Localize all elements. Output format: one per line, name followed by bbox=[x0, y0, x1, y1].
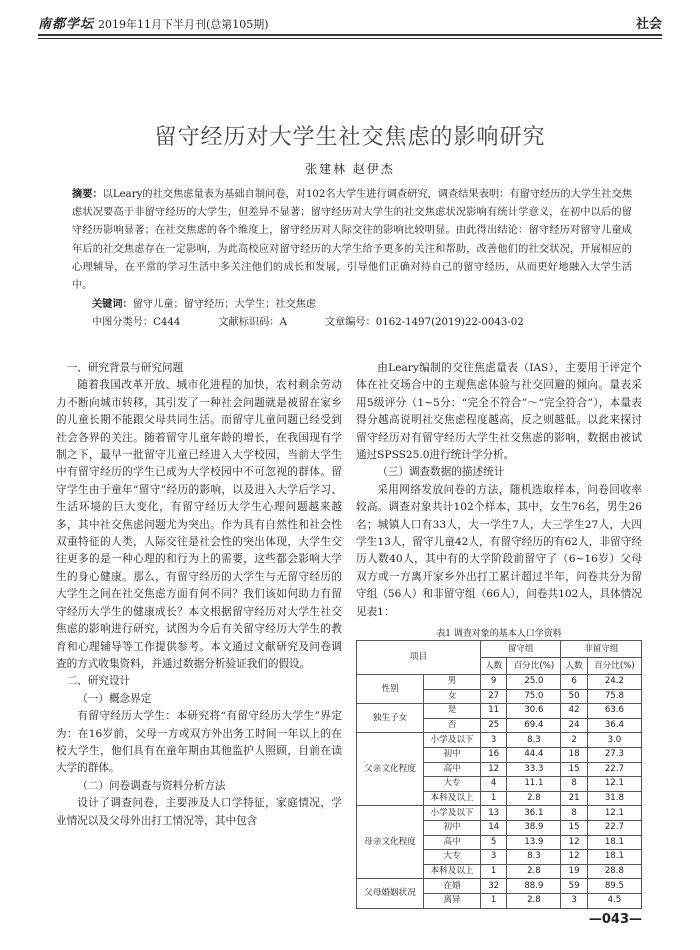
table-cell: 36.4 bbox=[587, 718, 641, 733]
table-cell: 18.1 bbox=[587, 835, 641, 850]
table-cell: 14 bbox=[481, 820, 507, 835]
table-subgroup-cell: 女 bbox=[424, 689, 481, 704]
table-cell: 21 bbox=[561, 791, 587, 806]
table-cell: 11.1 bbox=[507, 777, 561, 792]
table-cell: 59 bbox=[561, 879, 587, 894]
table-cell: 12.1 bbox=[587, 806, 641, 821]
table-cell: 15 bbox=[561, 762, 587, 777]
keywords bbox=[92, 296, 632, 313]
table-cell: 16 bbox=[481, 747, 507, 762]
document-code: 文献标识码：A bbox=[218, 317, 287, 328]
table-subgroup-cell: 大专 bbox=[424, 777, 481, 792]
table-cell: 3 bbox=[561, 893, 587, 908]
table-row bbox=[357, 806, 642, 821]
header-rule bbox=[38, 34, 662, 36]
table-cell: 42 bbox=[561, 704, 587, 719]
table-cell: 63.6 bbox=[587, 704, 641, 719]
table-row bbox=[357, 733, 642, 748]
left-column bbox=[56, 360, 342, 830]
table-cell: 25 bbox=[481, 718, 507, 733]
subsection-heading: （三）调查数据的描述统计 bbox=[377, 466, 505, 479]
table-cell: 38.9 bbox=[507, 820, 561, 835]
table-cell: 2.8 bbox=[507, 791, 561, 806]
table-cell: 19 bbox=[561, 864, 587, 879]
table-cell: 6 bbox=[561, 675, 587, 690]
header-rule-thin bbox=[38, 38, 662, 39]
table-cell: 9 bbox=[481, 675, 507, 690]
table-group-cell: 性别 bbox=[357, 675, 424, 704]
table-subgroup-cell: 初中 bbox=[424, 820, 481, 835]
table-row bbox=[357, 675, 642, 690]
right-column bbox=[356, 360, 642, 621]
abstract-text: 以Leary的社交焦虑量表为基础自制问卷，对102名大学生进行调查研究，调查结果表明：有留守经历的大学生社交焦虑状况要高于非留守经历的大学生，但差异不显著；留守经历对大学生的社交焦虑状况影响有统计学意义，在初中以后的留守经历影响显著；在社交焦虑的各个维度上，留守经历对人际交往的影响比较明显。由此得出结论：留守经历对留守儿童成年后的社交焦虑存在一定影响，为此高校应对留守经历的大学生给予更多的关注和帮助，改善他们的社交状况，开展相应的心理辅导，在平常的学习生活中多关注他们的成长和发展，引导他们正确对待自己的留守经历，从而更好地融入大学生活中。 bbox=[72, 189, 633, 292]
table-subgroup-cell: 本科及以上 bbox=[424, 864, 481, 879]
table-cell: 30.6 bbox=[507, 704, 561, 719]
table-header-pct: 百分比(%) bbox=[587, 658, 641, 675]
table-cell: 3 bbox=[481, 733, 507, 748]
paragraph: 有留守经历大学生：本研究将“有留守经历大学生”界定为：在16岁前，父母一方或双方外出务工时间一年以上的在校大学生，他们具有在童年期由其他监护人照顾，目前在读大学的群体。 bbox=[56, 710, 342, 775]
table-cell: 15 bbox=[561, 820, 587, 835]
table-cell: 12 bbox=[481, 762, 507, 777]
journal-issue: 2019年11月下半月刊(总第105期) bbox=[98, 18, 269, 31]
table-header-item: 项目 bbox=[357, 641, 481, 675]
table-cell: 3 bbox=[481, 850, 507, 865]
table-cell: 75.0 bbox=[507, 689, 561, 704]
journal-brand: 南都学坛 bbox=[38, 17, 95, 32]
table-cell: 8.3 bbox=[507, 733, 561, 748]
keywords-label: 关键词： bbox=[92, 298, 133, 310]
table-group-cell: 独生子女 bbox=[357, 704, 424, 733]
table-cell: 2 bbox=[561, 733, 587, 748]
table-cell: 89.5 bbox=[587, 879, 641, 894]
table-cell: 28.8 bbox=[587, 864, 641, 879]
table-group-cell: 父亲文化程度 bbox=[357, 733, 424, 806]
header-left bbox=[38, 13, 269, 32]
table-cell: 12.1 bbox=[587, 777, 641, 792]
table-cell: 2.8 bbox=[507, 864, 561, 879]
table-subgroup-cell: 小学及以下 bbox=[424, 806, 481, 821]
table-cell: 25.0 bbox=[507, 675, 561, 690]
keywords-text: 留守儿童；留守经历；大学生；社交焦虑 bbox=[132, 299, 317, 310]
table-cell: 8 bbox=[561, 806, 587, 821]
table-cell: 18 bbox=[561, 747, 587, 762]
table-cell: 32 bbox=[481, 879, 507, 894]
table-header-left-group: 留守组 bbox=[481, 641, 561, 658]
table-cell: 18.1 bbox=[587, 850, 641, 865]
table-cell: 12 bbox=[561, 835, 587, 850]
table-cell: 13 bbox=[481, 806, 507, 821]
table-header-right-group: 非留守组 bbox=[561, 641, 642, 658]
table-cell: 88.9 bbox=[507, 879, 561, 894]
table-cell: 1 bbox=[481, 864, 507, 879]
table-cell: 2.8 bbox=[507, 893, 561, 908]
table-cell: 13.9 bbox=[507, 835, 561, 850]
table-cell: 22.7 bbox=[587, 762, 641, 777]
table-group-cell: 母亲文化程度 bbox=[357, 806, 424, 879]
table-subgroup-cell: 男 bbox=[424, 675, 481, 690]
abstract-label: 摘要： bbox=[72, 189, 103, 200]
table-body bbox=[357, 675, 642, 909]
table-row bbox=[357, 704, 642, 719]
table-subgroup-cell: 小学及以下 bbox=[424, 733, 481, 748]
table-cell: 3.0 bbox=[587, 733, 641, 748]
table-cell: 27 bbox=[481, 689, 507, 704]
table-subgroup-cell: 高中 bbox=[424, 835, 481, 850]
table-cell: 36.1 bbox=[507, 806, 561, 821]
table-cell: 5 bbox=[481, 835, 507, 850]
table-caption: 表1 调查对象的基本人口学资料 bbox=[436, 629, 562, 639]
article-authors: 张建林 赵伊杰 bbox=[305, 162, 395, 176]
demographics-table bbox=[356, 640, 642, 909]
paragraph: 随着我国改革开放、城市化进程的加快，农村剩余劳动力不断向城市转移，其引发了一种社会问题就是被留在家乡的儿童长期不能跟父母共同生活。而留守儿童问题已经受到社会各界的关注。随着留守儿童年龄的增长，在我国现有学制之下，最早一批留守儿童已经进入大学校园，当前大学生中有留守经历的学生已成为大学校园中不可忽视的群体。留守学生由于童年“留守”经历的影响，以及进入大学后学习、生活环境的巨大变化，有留守经历大学生心理问题越来越多，其中社交焦虑问题尤为突出。作为具有自然性和社会性双重特征的人类，人际交往是社会性的突出体现，大学生交往更多的是一种心理的和行为上的需要，这些都会影响大学生的身心健康。那么，有留守经历的大学生与无留守经历的大学生之间在社交焦虑方面有何不同？我们该如何助力有留守经历大学生的健康成长？本文根据留守经历对大学生社交焦虑的影响进行研究，试图为今后有关留守经历大学生的教育和心理辅导等工作提供参考。本文通过文献研究及问卷调查的方式收集资料，并通过数据分析验证我们的假设。 bbox=[56, 379, 342, 670]
table-cell: 12 bbox=[561, 850, 587, 865]
table-subgroup-cell: 否 bbox=[424, 718, 481, 733]
page-number: —043— bbox=[588, 912, 642, 927]
table-cell: 69.4 bbox=[507, 718, 561, 733]
table-subgroup-cell: 是 bbox=[424, 704, 481, 719]
table-subgroup-cell: 离异 bbox=[424, 893, 481, 908]
table-group-cell: 父母婚姻状况 bbox=[357, 879, 424, 908]
table-cell: 24 bbox=[561, 718, 587, 733]
table-cell: 44.4 bbox=[507, 747, 561, 762]
table-subgroup-cell: 在婚 bbox=[424, 879, 481, 894]
table-header-count: 人数 bbox=[561, 658, 587, 675]
table-cell: 50 bbox=[561, 689, 587, 704]
page-header bbox=[38, 10, 662, 32]
section-heading: 一、研究背景与研究问题 bbox=[66, 362, 184, 374]
section-heading: 二、研究设计 bbox=[66, 675, 131, 688]
subsection-heading: （一）概念界定 bbox=[77, 692, 152, 705]
table-cell: 24.2 bbox=[587, 675, 641, 690]
table-subgroup-cell: 高中 bbox=[424, 762, 481, 777]
table-cell: 22.7 bbox=[587, 820, 641, 835]
table-subgroup-cell: 本科及以上 bbox=[424, 791, 481, 806]
abstract bbox=[72, 186, 632, 295]
clc-number: 中图分类号：C444 bbox=[92, 317, 181, 328]
table-cell: 75.8 bbox=[587, 689, 641, 704]
table-row bbox=[357, 879, 642, 894]
table-header-pct: 百分比(%) bbox=[507, 658, 561, 675]
table-cell: 8.3 bbox=[507, 850, 561, 865]
classification-line bbox=[92, 314, 632, 331]
subsection-heading: （二）问卷调查与资料分析方法 bbox=[77, 779, 226, 792]
paragraph: 设计了调查问卷，主要涉及人口学特征，家庭情况，学业情况以及父母外出打工情况等，其中包含 bbox=[56, 797, 342, 827]
table-cell: 31.8 bbox=[587, 791, 641, 806]
table-header-count: 人数 bbox=[481, 658, 507, 675]
article-number: 文章编号：0162-1497(2019)22-0043-02 bbox=[324, 317, 524, 328]
table-cell: 33.3 bbox=[507, 762, 561, 777]
table-subgroup-cell: 初中 bbox=[424, 747, 481, 762]
table-cell: 1 bbox=[481, 791, 507, 806]
table-cell: 4.5 bbox=[587, 893, 641, 908]
section-label: 社会 bbox=[635, 17, 662, 32]
paragraph: 采用网络发放问卷的方法，随机选取样本，问卷回收率较高。调查对象共计102个样本，其中，女生76名，男生26名；城镇人口有33人，大一学生7人，大三学生27人，大四学生13人，留守儿童42人，有留守经历的有62人，非留守经历人数40人，其中有的大学阶段前留守了（6~16岁）父母双方或一方离开家乡外出打工累计超过半年，问卷共分为留守组（56人）和非留守组（66人），问卷共102人，具体情况见表1： bbox=[356, 483, 642, 618]
paragraph: 由Leary编制的交往焦虑量表（IAS），主要用于评定个体在社交场合中的主观焦虑体验与社交回避的倾向。量表采用5级评分（1~5分：“完全不符合”～“完全符合”），本量表得分越高说明社交焦虑程度越高，反之则越低。以此来探讨留守经历对有留守经历大学生社交焦虑的影响，数据由被试通过SPSS25.0进行统计学分析。 bbox=[356, 362, 642, 462]
table-cell: 11 bbox=[481, 704, 507, 719]
article-title: 留守经历对大学生社交焦虑的影响研究 bbox=[154, 125, 546, 150]
table-cell: 27.3 bbox=[587, 747, 641, 762]
table-subgroup-cell: 大专 bbox=[424, 850, 481, 865]
table-cell: 4 bbox=[481, 777, 507, 792]
table-cell: 8 bbox=[561, 777, 587, 792]
table-cell: 1 bbox=[481, 893, 507, 908]
